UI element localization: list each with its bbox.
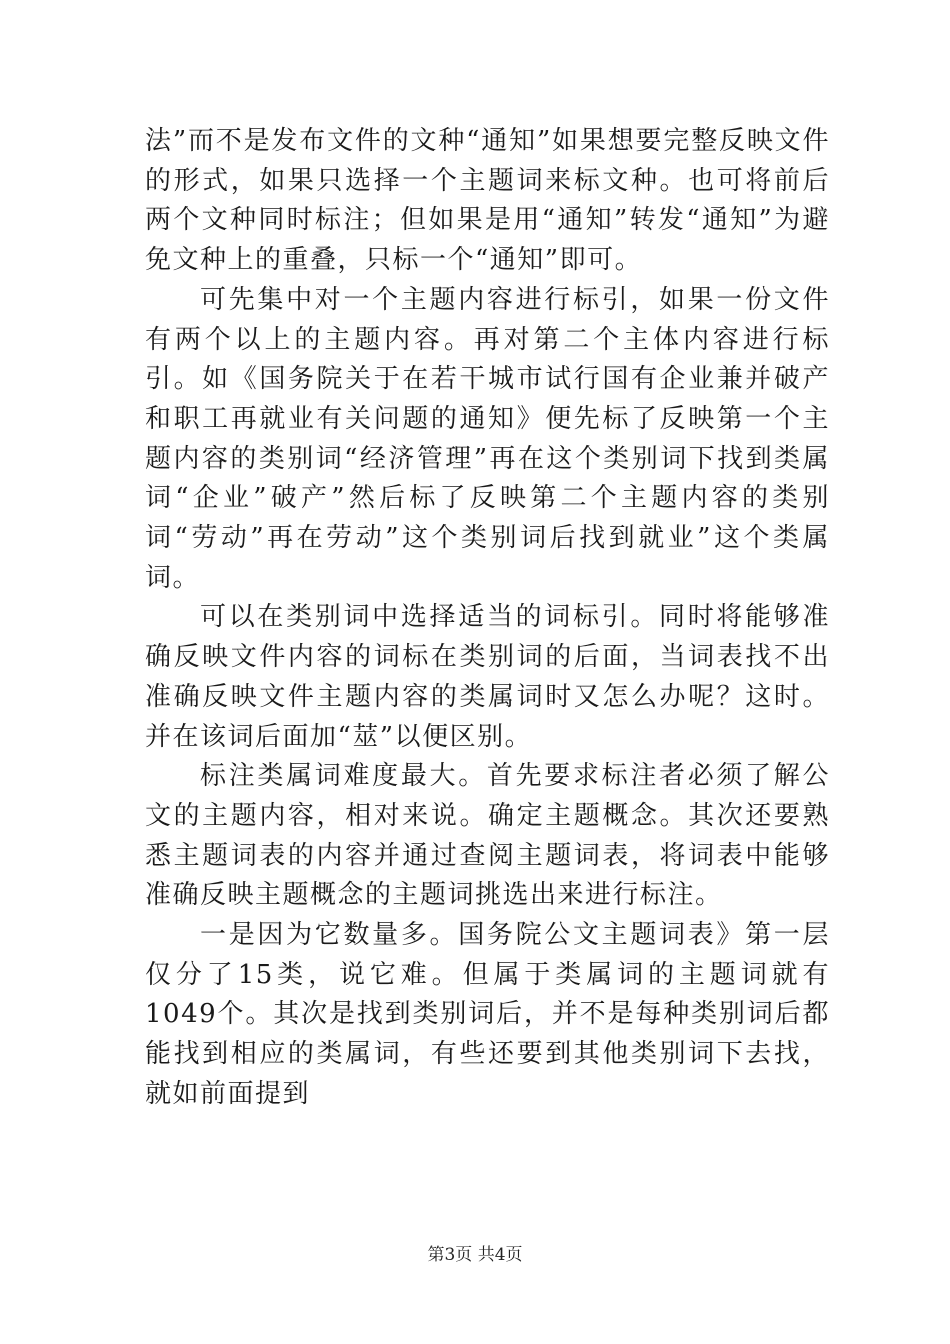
paragraph: 一是因为它数量多。国务院公文主题词表》第一层仅分了15类，说它难。但属于类属词的主题词就有1049个。其次是找到类别词后，并不是每种类别词后都能找到相应的类属词，有些还要到其他类别词下去找，就如前面提到 <box>145 920 830 1109</box>
paragraph-continued: 法”而不是发布文件的文种“通知”如果想要完整反映文件的形式，如果只选择一个主题词来标文种。也可将前后两个文种同时标注；但如果是用“通知”转发“通知”为避免文种上的重叠，只标一个“通知”即可。 <box>145 126 830 276</box>
page-number-footer: 第3页 共4页 <box>427 1245 523 1265</box>
document-body <box>145 122 830 1115</box>
paragraph: 标注类属词难度最大。首先要求标注者必须了解公文的主题内容，相对来说。确定主题概念。其次还要熟悉主题词表的内容并通过查阅主题词表，将词表中能够准确反映主题概念的主题词挑选出来进行标注。 <box>145 761 830 911</box>
paragraph: 可先集中对一个主题内容进行标引，如果一份文件有两个以上的主题内容。再对第二个主体内容进行标引。如《国务院关于在若干城市试行国有企业兼并破产和职工再就业有关问题的通知》便先标了反映第一个主题内容的类别词“经济管理”再在这个类别词下找到类属词“企业”破产”然后标了反映第二个主题内容的类别词“劳动”再在劳动”这个类别词后找到就业”这个类属词。 <box>145 284 830 593</box>
paragraph: 可以在类别词中选择适当的词标引。同时将能够准确反映文件内容的词标在类别词的后面，当词表找不出准确反映文件主题内容的类属词时又怎么办呢？这时。并在该词后面加“莁”以便区别。 <box>145 602 830 752</box>
